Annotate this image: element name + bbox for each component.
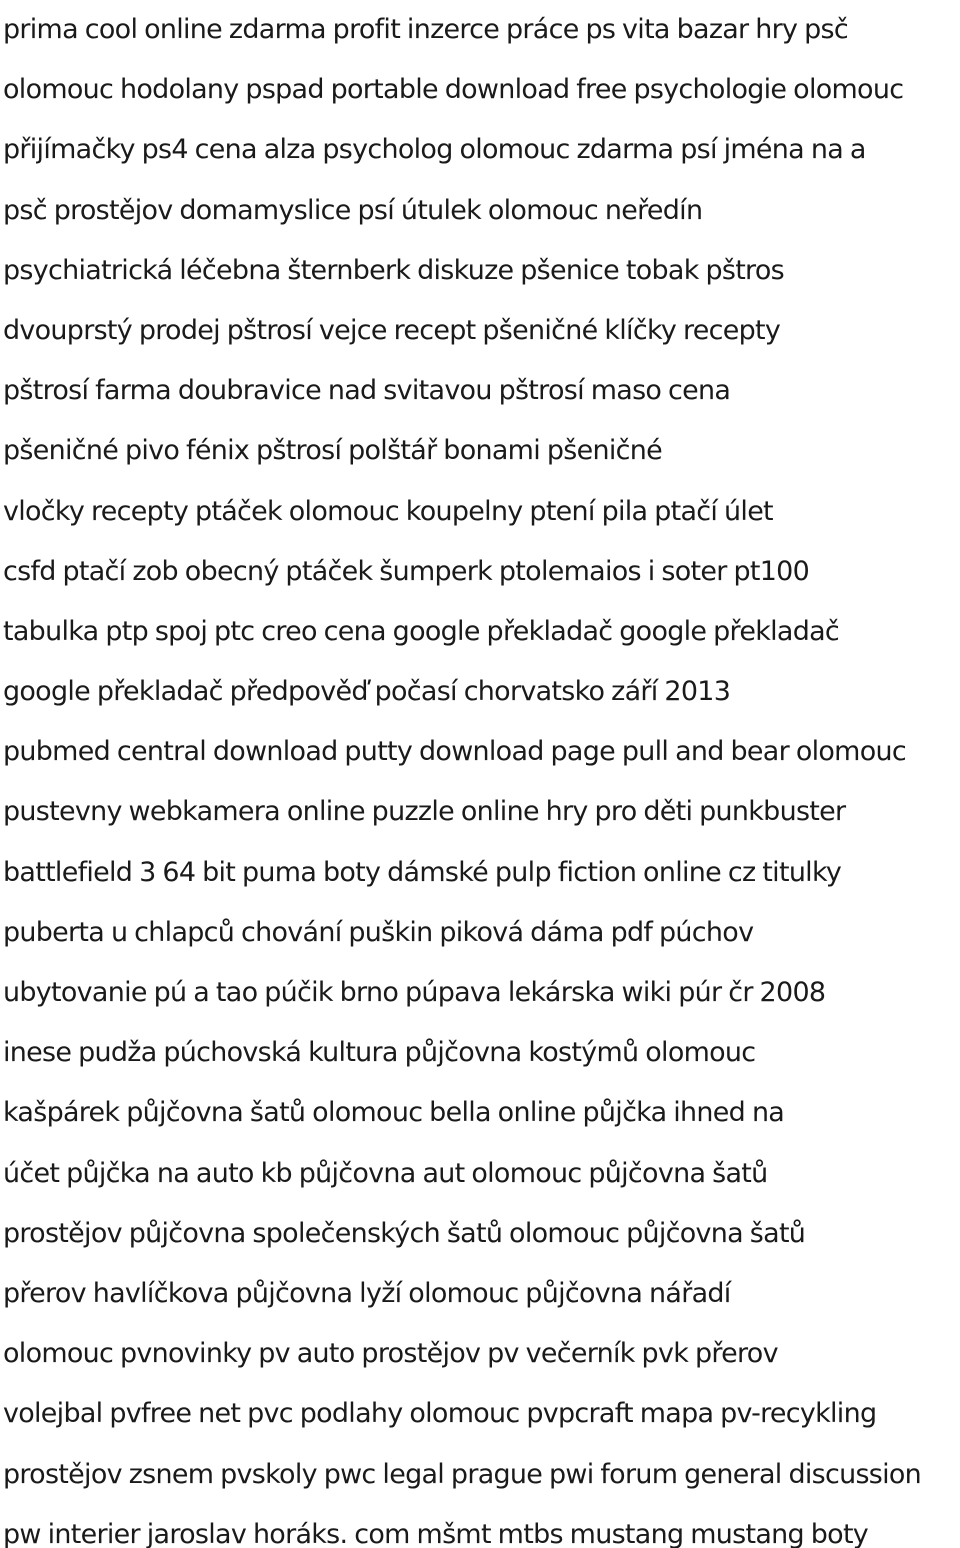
- text-block: [3, 0, 960, 1548]
- text-line: pštrosí farma doubravice nad svitavou pštrosí maso cena: [3, 375, 731, 407]
- text-line: olomouc pvnovinky pv auto prostějov pv večerník pvk přerov: [3, 1338, 778, 1370]
- text-line: olomouc hodolany pspad portable download free psychologie olomouc: [3, 74, 904, 106]
- text-line: ubytovanie pú a tao púčik brno púpava lekárska wiki púr čr 2008: [3, 977, 826, 1008]
- text-line: přijímačky ps4 cena alza psycholog olomouc zdarma psí jména na a: [3, 134, 866, 166]
- text-line: csfd ptačí zob obecný ptáček šumperk ptolemaios i soter pt100: [3, 555, 810, 587]
- text-line: prostějov zsnem pvskoly pwc legal prague pwi forum general discussion: [3, 1458, 922, 1490]
- text-line: vločky recepty ptáček olomouc koupelny ptení pila ptačí úlet: [3, 495, 773, 527]
- text-line: pw interier jaroslav horáks. com mšmt mtbs mustang mustang boty: [3, 1518, 869, 1548]
- text-line: účet půjčka na auto kb půjčovna aut olomouc půjčovna šatů: [3, 1157, 768, 1189]
- text-line: prima cool online zdarma profit inzerce práce ps vita bazar hry psč: [3, 14, 848, 45]
- text-line: psychiatrická léčebna šternberk diskuze pšenice tobak pštros: [3, 254, 784, 286]
- text-line: volejbal pvfree net pvc podlahy olomouc pvpcraft mapa pv-recykling: [3, 1398, 877, 1430]
- text-line: puberta u chlapců chování puškin piková dáma pdf púchov: [3, 916, 754, 948]
- text-line: prostějov půjčovna společenských šatů olomouc půjčovna šatů: [3, 1217, 806, 1249]
- text-line: pšeničné pivo fénix pštrosí polštář bonami pšeničné: [3, 435, 662, 467]
- text-line: google překladač předpověď počasí chorvatsko září 2013: [3, 676, 731, 708]
- text-line: inese pudža púchovská kultura půjčovna kostýmů olomouc: [3, 1037, 756, 1069]
- text-line: tabulka ptp spoj ptc creo cena google překladač google překladač: [3, 615, 840, 647]
- text-line: přerov havlíčkova půjčovna lyží olomouc půjčovna nářadí: [3, 1277, 731, 1309]
- text-line: pustevny webkamera online puzzle online hry pro děti punkbuster: [3, 796, 846, 828]
- text-line: pubmed central download putty download page pull and bear olomouc: [3, 736, 906, 768]
- text-line: battlefield 3 64 bit puma boty dámské pulp fiction online cz titulky: [3, 856, 842, 888]
- text-line: psč prostějov domamyslice psí útulek olomouc neředín: [3, 194, 703, 226]
- text-line: kašpárek půjčovna šatů olomouc bella online půjčka ihned na: [3, 1097, 785, 1129]
- text-line: dvouprstý prodej pštrosí vejce recept pšeničné klíčky recepty: [3, 314, 781, 346]
